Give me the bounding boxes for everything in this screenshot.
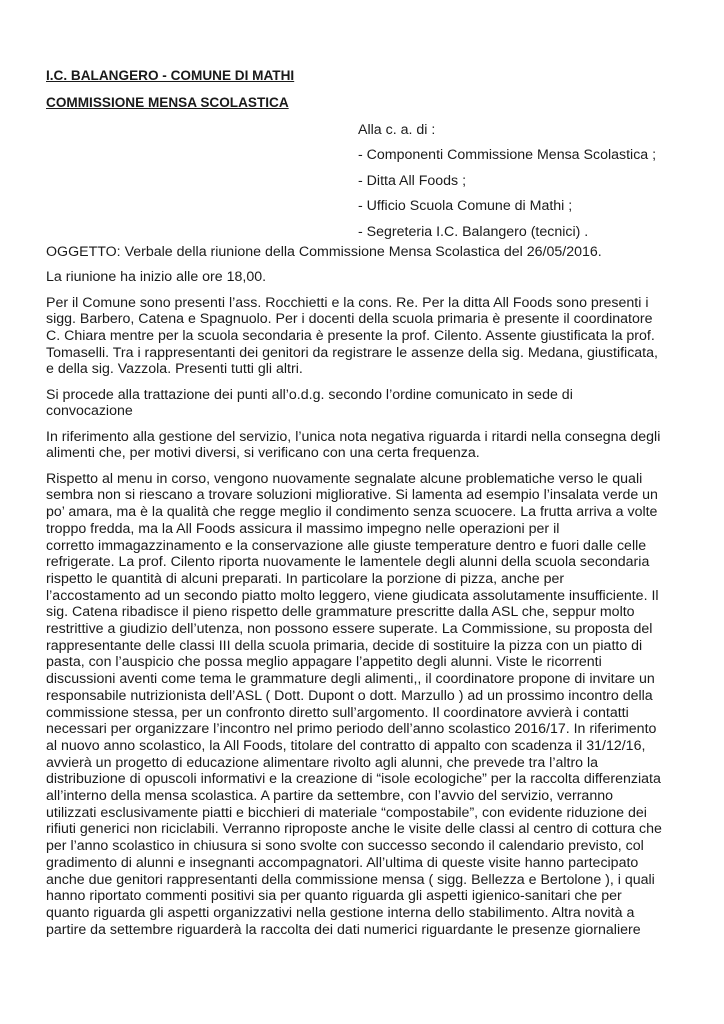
text-line: gradimento di alunni e insegnanti accompagnatori. All’ultima di queste visite hanno partecipato (46, 854, 639, 871)
text-line: necessari per organizzare l’incontro nel primo periodo dell’anno scolastico 2016/17. In riferimento (46, 721, 657, 738)
recipients-heading: Alla c. a. di : (358, 122, 436, 138)
paragraph-gap (46, 261, 686, 270)
text-line: convocazione (46, 403, 133, 420)
text-line: OGGETTO: Verbale della riunione della Commissione Mensa Scolastica del 26/05/2016. (46, 244, 602, 260)
text-line: responsabile nutrizionista dell’ASL ( Dott. Dupont o dott. Marzullo ) ad un prossimo incontro della (46, 687, 653, 704)
paragraph (46, 269, 686, 286)
text-line: pasta, con l’auspicio che possa meglio appagare l’appetito degli alunni. Viste le ricorrenti (46, 654, 602, 671)
text-line: troppo fredda, ma la All Foods assicura il massimo impegno nelle operazioni per il (46, 520, 560, 537)
subject-paragraph (46, 244, 686, 261)
recipient-item: - Ufficio Scuola Comune di Mathi ; (358, 198, 573, 215)
text-line: alimenti che, per motivi diversi, si verificano con una certa frequenza. (46, 445, 480, 462)
minutes-body (46, 244, 686, 938)
text-line: Tomaselli. Tra i rappresentanti dei genitori da registrare le assenze della sig. Medana, giustificata, (46, 344, 658, 361)
text-line: anche due genitori rappresentanti della commissione mensa ( sigg. Bellezza e Bertolone ), i quali (46, 871, 655, 888)
text-line: In riferimento alla gestione del servizio, l’unica nota negativa riguarda i ritardi nella consegna degli (46, 428, 661, 445)
text-line: sigg. Barbero, Catena e Spagnuolo. Per i docenti della scuola primaria è presente il coordinatore (46, 311, 653, 328)
recipient-item: - Segreteria I.C. Balangero (tecnici) . (358, 223, 589, 240)
text-line: distribuzione di opuscoli informativi e la creazione di “isole ecologiche” per la raccolta differenziata (46, 771, 661, 788)
text-line: Per il Comune sono presenti l’ass. Rocchietti e la cons. Re. Per la ditta All Foods sono presenti i (46, 294, 649, 311)
recipient-item: - Ditta All Foods ; (358, 172, 467, 189)
text-line: hanno riportato commenti positivi sia per quanto riguarda gli aspetti igienico-sanitari che per (46, 888, 622, 905)
header-institution: I.C. BALANGERO - COMUNE DI MATHI (46, 68, 295, 83)
text-line: al nuovo anno scolastico, la All Foods, titolare del contratto di appalto con scadenza il 31/12/16, (46, 737, 646, 754)
text-line: rifiuti generici non riciclabili. Verranno riproposte anche le visite delle classi al centro di cottura che (46, 821, 662, 838)
text-line: all’interno della mensa scolastica. A partire da settembre, con l’avvio del servizio, verranno (46, 788, 613, 805)
paragraph (46, 471, 686, 939)
recipients-block (358, 118, 656, 245)
text-line: restrittive a giudizio dell’utenza, non possono essere superate. La Commissione, su proposta del (46, 621, 653, 638)
text-line: C. Chiara mentre per la scuola secondaria è presente la prof. Cilento. Assente giustificata la prof. (46, 328, 655, 344)
paragraph (46, 295, 686, 379)
recipient-item: - Componenti Commissione Mensa Scolastica ; (358, 147, 657, 164)
text-line: rispetto le quantità di alcuni preparati. In particolare la porzione di pizza, anche per (46, 570, 565, 587)
text-line: Si procede alla trattazione dei punti all’o.d.g. secondo l’ordine comunicato in sede di (46, 386, 573, 403)
paragraph-gap (46, 462, 686, 471)
paragraph-gap (46, 420, 686, 429)
text-line: refrigerate. La prof. Cilento riporta nuovamente le lamentele degli alunni della scuola secondaria (46, 554, 650, 571)
paragraph-gap (46, 378, 686, 387)
text-line: Rispetto al menu in corso, vengono nuovamente segnalate alcune problematiche verso le quali (46, 470, 643, 487)
text-line: utilizzati esclusivamente piatti e bicchieri di materiale “compostabile”, con evidente riduzione dei (46, 804, 647, 821)
text-line: l’accostamento ad un secondo piatto molto leggero, viene giudicata assolutamente insufficiente. Il (46, 587, 659, 604)
text-line: partire da settembre riguarderà la raccolta dei dati numerici riguardante le presenze giornaliere (46, 921, 641, 938)
text-line: commissione stessa, per un confronto diretto sull’argomento. Il coordinatore avvierà i contatti (46, 704, 629, 721)
paragraph-gap (46, 286, 686, 295)
text-line: sembra non si riescano a trovare soluzioni migliorative. Si lamenta ad esempio l’insalata verde un (46, 487, 658, 504)
text-line: per l’anno scolastico in chiusura si sono svolte con successo secondo il calendario previsto, col (46, 838, 644, 855)
text-line: avvierà un progetto di educazione alimentare rivolto agli alunni, che prevede tra l’altro la (46, 754, 599, 771)
paragraph (46, 429, 686, 462)
text-line: discussioni aventi come tema le grammature degli alimenti,, il coordinatore propone di invitare un (46, 671, 655, 688)
text-line: corretto immagazzinamento e la conservazione alle giuste temperature dentro e fuori dalle celle (46, 537, 647, 554)
text-line: quanto riguarda gli aspetti organizzativi nella gestione interna dello stabilimento. Altra novità a (46, 904, 635, 921)
text-line: La riunione ha inizio alle ore 18,00. (46, 269, 267, 286)
text-line: rappresentante delle classi III della scuola primaria, decide di sostituire la pizza con un piatto di (46, 637, 643, 654)
header-commission: COMMISSIONE MENSA SCOLASTICA (46, 95, 289, 110)
text-line: po’ amara, ma è la qualità che regge meglio il condimento senza scuocere. La frutta arriva a volte (46, 504, 658, 521)
text-line: sig. Catena ribadisce il pieno rispetto delle grammature prescritte dalla ASL che, seppur molto (46, 604, 635, 621)
text-line: e della sig. Vazzola. Presenti tutti gli altri. (46, 361, 303, 378)
paragraph (46, 387, 686, 420)
